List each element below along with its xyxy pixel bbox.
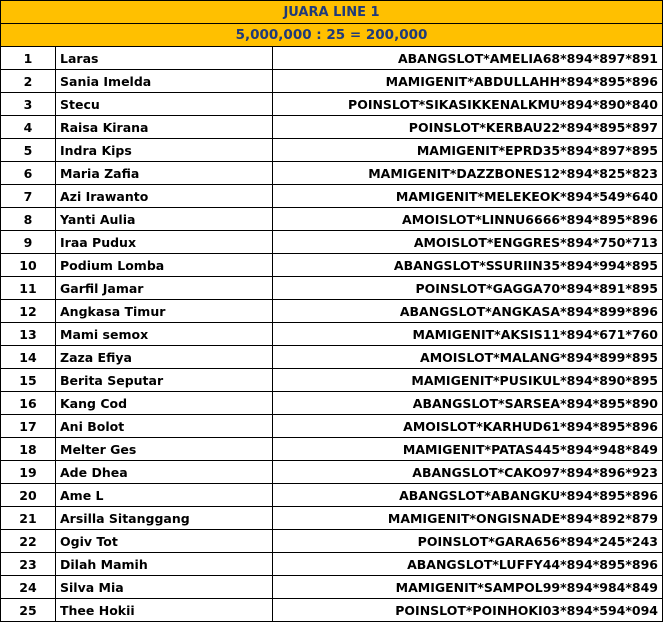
row-number-cell[interactable]: 24 xyxy=(1,576,56,599)
winners-table-body xyxy=(1,1,663,622)
winning-code-cell[interactable]: POINSLOT*POINHOKI03*894*594*094 xyxy=(273,599,663,622)
table-row xyxy=(1,415,663,438)
table-row xyxy=(1,277,663,300)
player-name-cell[interactable]: Silva Mia xyxy=(56,576,273,599)
table-row xyxy=(1,369,663,392)
row-number-cell[interactable]: 20 xyxy=(1,484,56,507)
winning-code-cell[interactable]: AMOISLOT*MALANG*894*899*895 xyxy=(273,346,663,369)
row-number-cell[interactable]: 9 xyxy=(1,231,56,254)
winning-code-cell[interactable]: POINSLOT*SIKASIKKENALKMU*894*890*840 xyxy=(273,93,663,116)
winning-code-cell[interactable]: ABANGSLOT*LUFFY44*894*895*896 xyxy=(273,553,663,576)
winning-code-cell[interactable]: MAMIGENIT*PATAS445*894*948*849 xyxy=(273,438,663,461)
winning-code-cell[interactable]: ABANGSLOT*ABANGKU*894*895*896 xyxy=(273,484,663,507)
winning-code-cell[interactable]: ABANGSLOT*SSURIIN35*894*994*895 xyxy=(273,254,663,277)
subtitle-row xyxy=(1,24,663,47)
row-number-cell[interactable]: 15 xyxy=(1,369,56,392)
player-name-cell[interactable]: Laras xyxy=(56,47,273,70)
table-row xyxy=(1,116,663,139)
winning-code-cell[interactable]: MAMIGENIT*MELEKEOK*894*549*640 xyxy=(273,185,663,208)
row-number-cell[interactable]: 7 xyxy=(1,185,56,208)
row-number-cell[interactable]: 18 xyxy=(1,438,56,461)
winning-code-cell[interactable]: MAMIGENIT*EPRD35*894*897*895 xyxy=(273,139,663,162)
winning-code-cell[interactable]: MAMIGENIT*AKSIS11*894*671*760 xyxy=(273,323,663,346)
player-name-cell[interactable]: Yanti Aulia xyxy=(56,208,273,231)
table-row xyxy=(1,576,663,599)
table-row xyxy=(1,438,663,461)
winning-code-cell[interactable]: AMOISLOT*LINNU6666*894*895*896 xyxy=(273,208,663,231)
winning-code-cell[interactable]: ABANGSLOT*CAKO97*894*896*923 xyxy=(273,461,663,484)
table-row xyxy=(1,300,663,323)
row-number-cell[interactable]: 5 xyxy=(1,139,56,162)
table-row xyxy=(1,70,663,93)
row-number-cell[interactable]: 22 xyxy=(1,530,56,553)
winning-code-cell[interactable]: AMOISLOT*KARHUD61*894*895*896 xyxy=(273,415,663,438)
row-number-cell[interactable]: 3 xyxy=(1,93,56,116)
row-number-cell[interactable]: 17 xyxy=(1,415,56,438)
table-row xyxy=(1,185,663,208)
table-row xyxy=(1,392,663,415)
table-row xyxy=(1,162,663,185)
table-row xyxy=(1,231,663,254)
sheet-title[interactable]: JUARA LINE 1 xyxy=(1,1,663,24)
player-name-cell[interactable]: Ogiv Tot xyxy=(56,530,273,553)
player-name-cell[interactable]: Ani Bolot xyxy=(56,415,273,438)
winning-code-cell[interactable]: ABANGSLOT*ANGKASA*894*899*896 xyxy=(273,300,663,323)
row-number-cell[interactable]: 4 xyxy=(1,116,56,139)
winning-code-cell[interactable]: POINSLOT*KERBAU22*894*895*897 xyxy=(273,116,663,139)
player-name-cell[interactable]: Angkasa Timur xyxy=(56,300,273,323)
player-name-cell[interactable]: Berita Seputar xyxy=(56,369,273,392)
table-row xyxy=(1,484,663,507)
winning-code-cell[interactable]: AMOISLOT*ENGGRES*894*750*713 xyxy=(273,231,663,254)
table-row xyxy=(1,461,663,484)
winning-code-cell[interactable]: MAMIGENIT*DAZZBONES12*894*825*823 xyxy=(273,162,663,185)
table-row xyxy=(1,530,663,553)
player-name-cell[interactable]: Arsilla Sitanggang xyxy=(56,507,273,530)
player-name-cell[interactable]: Indra Kips xyxy=(56,139,273,162)
player-name-cell[interactable]: Stecu xyxy=(56,93,273,116)
player-name-cell[interactable]: Ame L xyxy=(56,484,273,507)
winning-code-cell[interactable]: POINSLOT*GAGGA70*894*891*895 xyxy=(273,277,663,300)
player-name-cell[interactable]: Sania Imelda xyxy=(56,70,273,93)
player-name-cell[interactable]: Zaza Efiya xyxy=(56,346,273,369)
winning-code-cell[interactable]: MAMIGENIT*PUSIKUL*894*890*895 xyxy=(273,369,663,392)
winning-code-cell[interactable]: MAMIGENIT*ONGISNADE*894*892*879 xyxy=(273,507,663,530)
winning-code-cell[interactable]: ABANGSLOT*SARSEA*894*895*890 xyxy=(273,392,663,415)
table-row xyxy=(1,139,663,162)
row-number-cell[interactable]: 12 xyxy=(1,300,56,323)
winning-code-cell[interactable]: MAMIGENIT*SAMPOL99*894*984*849 xyxy=(273,576,663,599)
row-number-cell[interactable]: 23 xyxy=(1,553,56,576)
row-number-cell[interactable]: 1 xyxy=(1,47,56,70)
row-number-cell[interactable]: 19 xyxy=(1,461,56,484)
player-name-cell[interactable]: Dilah Mamih xyxy=(56,553,273,576)
player-name-cell[interactable]: Iraa Pudux xyxy=(56,231,273,254)
row-number-cell[interactable]: 2 xyxy=(1,70,56,93)
row-number-cell[interactable]: 21 xyxy=(1,507,56,530)
table-row xyxy=(1,599,663,622)
player-name-cell[interactable]: Raisa Kirana xyxy=(56,116,273,139)
table-row xyxy=(1,254,663,277)
table-row xyxy=(1,93,663,116)
player-name-cell[interactable]: Azi Irawanto xyxy=(56,185,273,208)
player-name-cell[interactable]: Kang Cod xyxy=(56,392,273,415)
table-row xyxy=(1,507,663,530)
player-name-cell[interactable]: Thee Hokii xyxy=(56,599,273,622)
table-row xyxy=(1,346,663,369)
row-number-cell[interactable]: 6 xyxy=(1,162,56,185)
row-number-cell[interactable]: 8 xyxy=(1,208,56,231)
row-number-cell[interactable]: 25 xyxy=(1,599,56,622)
row-number-cell[interactable]: 11 xyxy=(1,277,56,300)
winning-code-cell[interactable]: MAMIGENIT*ABDULLAHH*894*895*896 xyxy=(273,70,663,93)
winning-code-cell[interactable]: ABANGSLOT*AMELIA68*894*897*891 xyxy=(273,47,663,70)
row-number-cell[interactable]: 16 xyxy=(1,392,56,415)
prize-formula[interactable]: 5,000,000 : 25 = 200,000 xyxy=(1,24,663,47)
row-number-cell[interactable]: 14 xyxy=(1,346,56,369)
row-number-cell[interactable]: 13 xyxy=(1,323,56,346)
player-name-cell[interactable]: Garfil Jamar xyxy=(56,277,273,300)
player-name-cell[interactable]: Ade Dhea xyxy=(56,461,273,484)
table-row xyxy=(1,47,663,70)
player-name-cell[interactable]: Melter Ges xyxy=(56,438,273,461)
player-name-cell[interactable]: Maria Zafia xyxy=(56,162,273,185)
table-row xyxy=(1,553,663,576)
row-number-cell[interactable]: 10 xyxy=(1,254,56,277)
table-row xyxy=(1,323,663,346)
table-row xyxy=(1,208,663,231)
winning-code-cell[interactable]: POINSLOT*GARA656*894*245*243 xyxy=(273,530,663,553)
player-name-cell[interactable]: Podium Lomba xyxy=(56,254,273,277)
player-name-cell[interactable]: Mami semox xyxy=(56,323,273,346)
title-row xyxy=(1,1,663,24)
